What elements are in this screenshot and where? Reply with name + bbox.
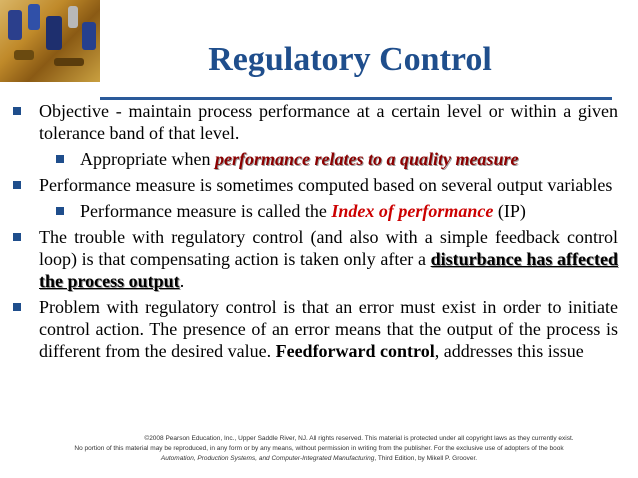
- bullet-performance-measure: Performance measure is sometimes computed based on several output variables: [10, 174, 618, 196]
- emphasis-index-of-performance: Index of performance: [331, 201, 494, 221]
- footer-line-2: No portion of this material may be reproduced, in any form or by any means, without permission in writing from the publisher. For the exclusive use of adopters of the book: [74, 445, 564, 452]
- square-bullet-icon: [13, 303, 21, 311]
- slide-title: Regulatory Control: [208, 41, 492, 78]
- square-bullet-icon: [13, 233, 21, 241]
- footer-line-1: ©2008 Pearson Education, Inc., Upper Saddle River, NJ. All rights reserved. This material is protected under all copyright laws as they currently exist.: [144, 435, 574, 442]
- slide-content: [10, 100, 618, 362]
- bullet-objective: Objective - maintain process performance at a certain level or within a given tolerance band of that level.: [10, 100, 618, 144]
- emphasis-feedforward-control: Feedforward control: [275, 341, 435, 361]
- square-bullet-icon: [56, 207, 64, 215]
- bullet-trouble: The trouble with regulatory control (and also with a simple feedback control loop) is that compensating action is taken only after a disturbance has affected the process output.: [10, 226, 618, 292]
- square-bullet-icon: [13, 107, 21, 115]
- copyright-footer: [0, 434, 638, 464]
- bullet-problem: Problem with regulatory control is that an error must exist in order to initiate control action. The presence of an error means that the output of the process is different from the desired value. Feedforward control, addresses this issue: [10, 296, 618, 362]
- square-bullet-icon: [13, 181, 21, 189]
- circuit-board-photo: [0, 0, 100, 82]
- footer-line-3: Automation, Production Systems, and Computer-Integrated Manufacturing, Third Edition, by Mikell P. Groover.: [160, 455, 478, 462]
- emphasis-disturbance: disturbance has affected the process output: [39, 249, 618, 291]
- book-title: Automation, Production Systems, and Computer-Integrated Manufacturing: [160, 455, 375, 462]
- sub-bullet-quality: Appropriate when performance relates to a quality measure: [10, 148, 618, 170]
- sub-bullet-index: Performance measure is called the Index of performance (IP): [10, 200, 618, 222]
- square-bullet-icon: [56, 155, 64, 163]
- emphasis-quality-measure: performance relates to a quality measure: [214, 149, 519, 169]
